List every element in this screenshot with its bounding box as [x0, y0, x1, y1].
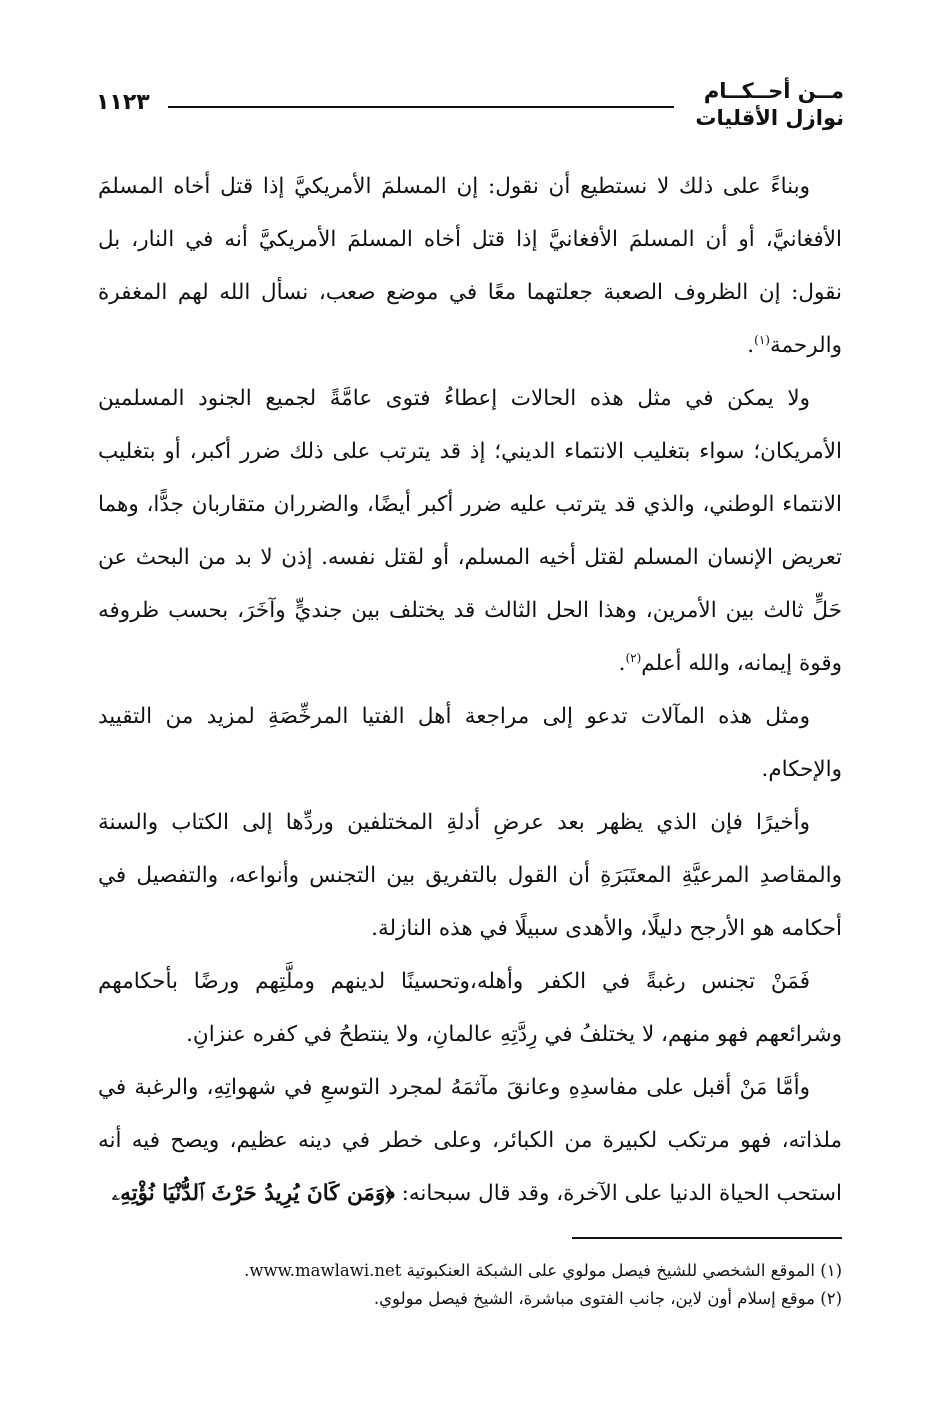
paragraph-6-text: وأمَّا مَنْ أقبل على مفاسدِهِ وعانقَ مآثمَهُ لمجرد التوسعِ في شهواتِهِ، والرغبة في ملذاته، فهو مرتكب لكبيرة من الكبائر، وعلى خطر في دينه عظيم، ويصح فيه أنه استحب الحياة الدنيا على الآخرة، وقد قال سبحانه: [98, 1075, 842, 1206]
footnote-ref-1: (١) [754, 332, 770, 347]
book-title-line-2: نوازل الأقليات [695, 106, 844, 130]
book-title [695, 78, 844, 132]
footnote-ref-2: (٢) [625, 650, 642, 665]
book-title-line-1: مــن أحــكــام [703, 79, 844, 103]
footnote-2: (٢) موقع إسلام أون لاين، جانب الفتوى مباشرة، الشيخ فيصل مولوي. [373, 1289, 842, 1308]
paragraph-2-end: . [618, 651, 626, 676]
paragraph-5: فَمَنْ تجنس رغبةً في الكفر وأهله،وتحسينًا لدينهم وملَّتِهم ورضًا بأحكامهم وشرائعهم فهو منهم، لا يختلفُ في رِدَّتِهِ عالمانِ، ولا ينتطحُ في كفره عنزانِ. [98, 969, 842, 1047]
paragraph-6 [98, 1061, 842, 1220]
header-rule [168, 106, 674, 108]
footnote-1: (١) الموقع الشخصي للشيخ فيصل مولوي على الشبكة العنكبوتية www.mawlawi.net. [244, 1261, 842, 1280]
footnote-rule [572, 1237, 842, 1239]
paragraph-3: ومثل هذه المآلات تدعو إلى مراجعة أهل الفتيا المرخِّصَةِ لمزيد من التقييد والإحكام. [98, 704, 842, 782]
paragraph-1 [98, 160, 842, 372]
main-text [98, 160, 842, 1220]
paragraph-1-end: . [747, 333, 755, 358]
paragraph-2-text: ولا يمكن في مثل هذه الحالات إعطاءُ فتوى عامَّةً لجميع الجنود المسلمين الأمريكان؛ سواء بتغليب الانتماء الديني؛ إذ قد يترتب على ذلك ضرر أكبر، أو بتغليب الانتماء الوطني، والذي قد يترتب عليه ضرر أكبر أيضًا، والضرران متقاربان جدًّا، وهما تعريض الإنسان المسلم لقتل أخيه المسلم، أو لقتل نفسه. إذن لا بد من البحث عن حَلٍّ ثالث بين الأمرين، وهذا الحل الثالث قد يختلف بين جنديٍّ وآخَرَ، بحسب ظروفه وقوة إيمانه، والله أعلم [98, 386, 842, 676]
page-number: ١١٢٣ [96, 90, 150, 115]
paragraph-2 [98, 372, 842, 690]
footnotes [98, 1257, 842, 1313]
paragraph-1-text: وبناءً على ذلك لا نستطيع أن نقول: إن المسلمَ الأمريكيَّ إذا قتل أخاه المسلمَ الأفغانيَّ، أو أن المسلمَ الأفغانيَّ إذا قتل أخاه المسلمَ الأمريكيَّ أنه في النار، بل نقول: إن الظروف الصعبة جعلتهما معًا في موضع صعب، نسأل الله لهم المغفرة والرحمة [98, 174, 842, 358]
quran-verse: ﴿وَمَن كَانَ يُرِيدُ حَرْثَ ٱلدُّنْيَا نُؤْتِهِۦ [111, 1181, 395, 1206]
running-header [96, 72, 844, 142]
paragraph-4: وأخيرًا فإن الذي يظهر بعد عرضِ أدلةِ المختلفين وردِّها إلى الكتاب والسنة والمقاصدِ المرعيَّةِ المعتَبَرَةِ أن القول بالتفريق بين التجنس وأنواعه، والتفصيل في أحكامه هو الأرجح دليلًا، والأهدى سبيلًا في هذه النازلة. [98, 810, 842, 941]
